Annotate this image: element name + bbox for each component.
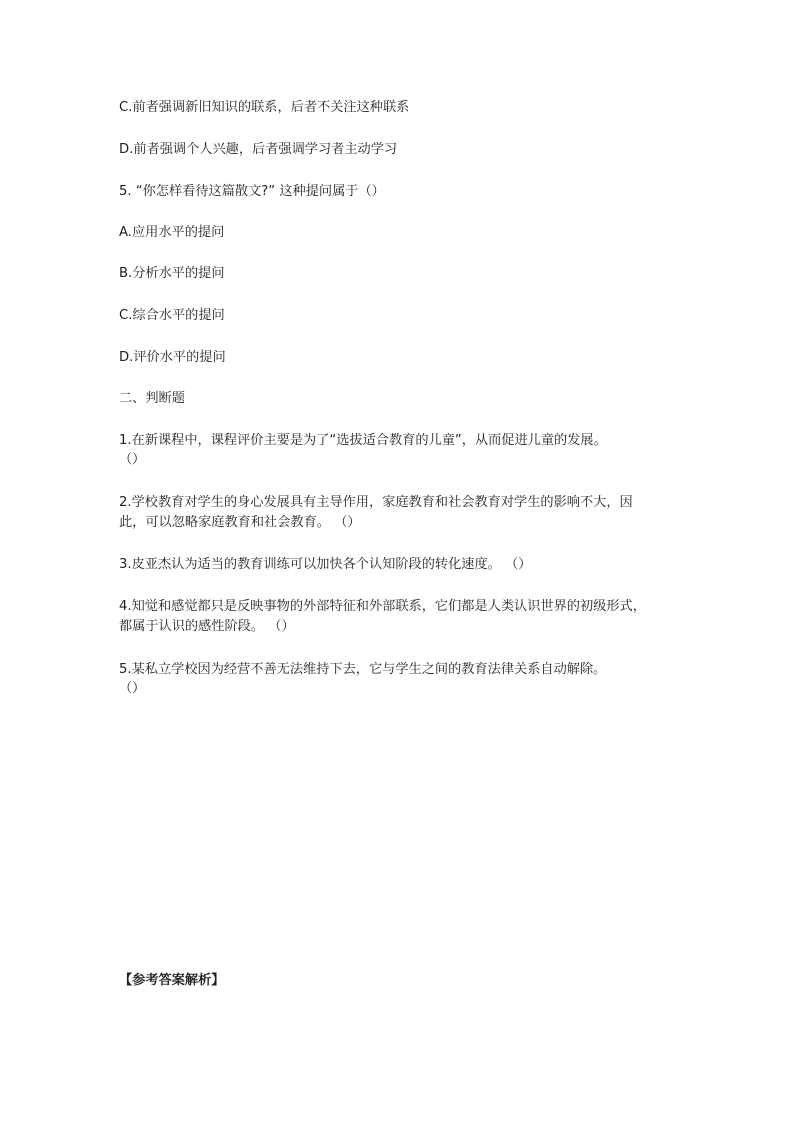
judgment-4-line2: 都属于认识的感性阶段。 （） [119,619,295,634]
question-5-stem: 5. “你怎样看待这篇散文?” 这种提问属于（） [119,184,385,199]
option-c-prev: C.前者强调新旧知识的联系，后者不关注这种联系 [119,100,410,115]
section-two-title: 二、判断题 [119,391,185,406]
question-5-option-c: C.综合水平的提问 [119,308,225,323]
judgment-4-line1: 4.知觉和感觉都只是反映事物的外部特征和外部联系，它们都是人类认识世界的初级形式， [119,599,646,614]
judgment-3-line1: 3.皮亚杰认为适当的教育训练可以加快各个认知阶段的转化速度。 （） [119,557,532,572]
judgment-1-line1: 1.在新课程中，课程评价主要是为了“选拔适合教育的儿童”，从而促进儿童的发展。 [119,433,607,448]
question-5-option-b: B.分析水平的提问 [119,266,225,281]
answer-section-title: 【参考答案解析】 [119,973,225,988]
judgment-5-line2: （） [119,681,146,696]
question-5-option-d: D.评价水平的提问 [119,350,226,365]
judgment-5-line1: 5.某私立学校因为经营不善无法维持下去，它与学生之间的教育法律关系自动解除。 [119,662,607,677]
option-d-prev: D.前者强调个人兴趣，后者强调学习者主动学习 [119,142,398,157]
question-5-option-a: A.应用水平的提问 [119,225,225,240]
judgment-1-line2: （） [119,452,146,467]
judgment-2-line1: 2.学校教育对学生的身心发展具有主导作用，家庭教育和社会教育对学生的影响不大，因 [119,495,633,510]
judgment-2-line2: 此，可以忽略家庭教育和社会教育。 （） [119,515,361,530]
